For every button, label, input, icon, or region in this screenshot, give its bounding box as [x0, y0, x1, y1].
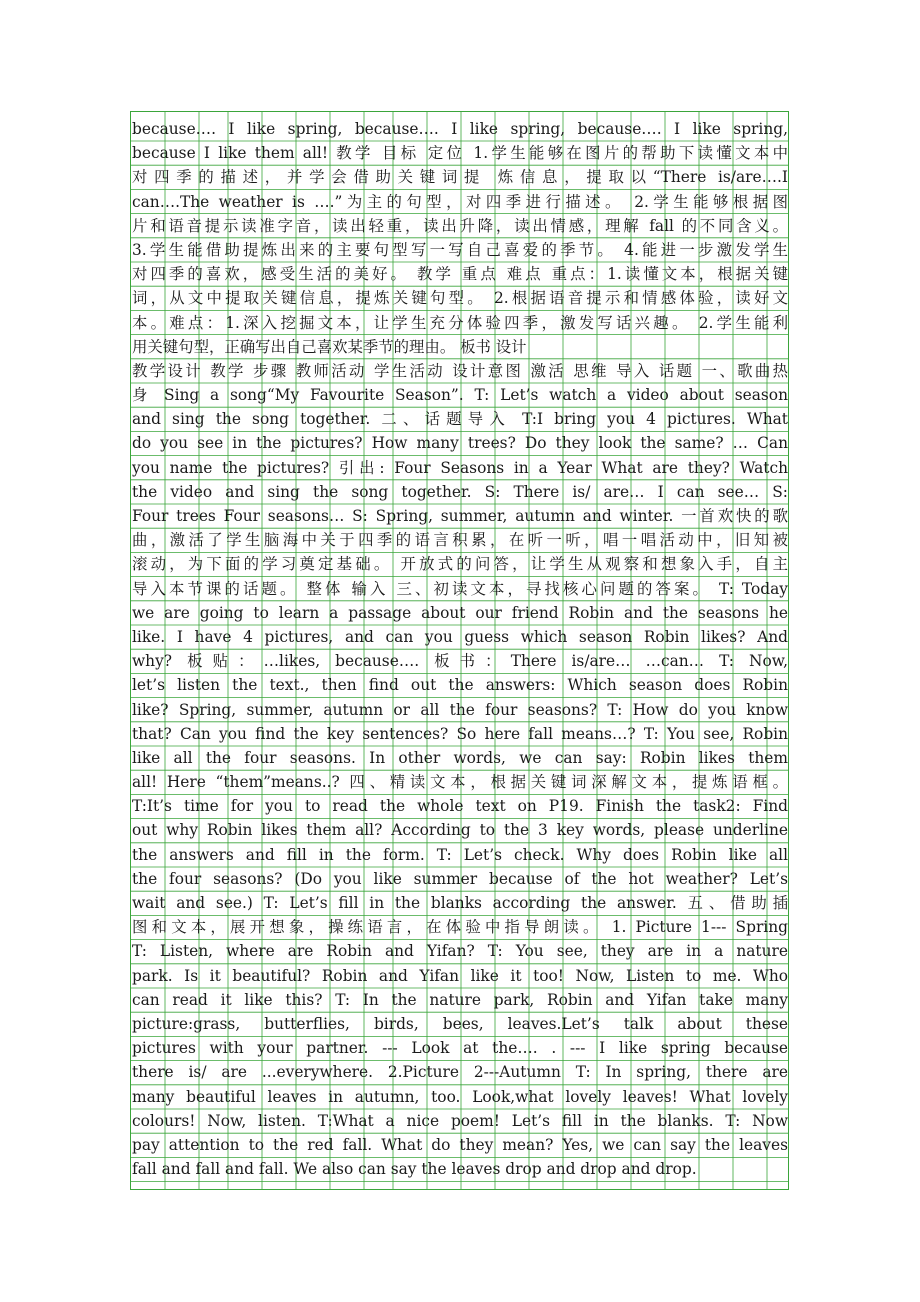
text-line: 图和文本，展开想象，操练语言，在体验中指导朗读。 1. Picture 1--- Spring — [132, 918, 788, 937]
text-line: because I like them all! 教学 目标 定位 1.学生能够在图片的帮助下读懂文本中 — [132, 144, 788, 163]
document-text — [131, 117, 788, 1181]
text-line: that? Can you find the key sentences? So here fall means…? T: You see, Robin — [132, 724, 788, 743]
text-line: like? Spring, summer, autumn or all the four seasons? T: How do you know — [132, 700, 788, 719]
text-line: can read it like this? T: In the nature park, Robin and Yifan take many — [132, 990, 788, 1009]
text-line: pictures with your partner. --- Look at the…. . --- I like spring because — [132, 1039, 788, 1058]
text-line: Four trees Four seasons… S: Spring, summer, autumn and winter. 一首欢快的歌 — [132, 507, 788, 525]
text-line: colours! Now, listen. T:What a nice poem! Let’s fill in the blanks. T: Now — [132, 1111, 788, 1130]
text-line: because…. I like spring, because…. I like spring, because…. I like spring, — [132, 120, 788, 138]
text-line: 3.学生能借助提炼出来的主要句型写一写自己喜爱的季节。 4.能进一步激发学生 — [132, 240, 788, 259]
text-line: wait and see.) T: Let’s fill in the blanks according the answer. 五、借助插 — [132, 894, 788, 912]
text-line: like all the four seasons. In other words, we can say: Robin likes them — [132, 748, 788, 767]
text-line: many beautiful leaves in autumn, too. Look,what lovely leaves! What lovely — [132, 1087, 788, 1106]
text-line: T: Listen, where are Robin and Yifan? T: You see, they are in a nature — [132, 942, 788, 961]
text-line: do you see in the pictures? How many trees? Do they look the same? … Can — [132, 434, 788, 453]
text-line: there is/ are ...everywhere. 2.Picture 2---Autumn T: In spring, there are — [132, 1063, 788, 1082]
text-line: 词，从文中提取关键信息，提炼关键句型。 2.根据语音提示和情感体验，读好文 — [132, 289, 788, 308]
text-line: pay attention to the red fall. What do they mean? Yes, we can say the leaves — [132, 1135, 788, 1154]
text-line: 用关键句型，正确写出自己喜欢某季节的理由。 板书 设计 — [132, 337, 527, 356]
text-line: 对四季的描述，并学会借助关键词提 炼信息，提取以“There is/are….I — [132, 168, 788, 187]
text-line: the answers and fill in the form. T: Let’s check. Why does Robin like all — [132, 845, 788, 864]
text-line: 本。难点：1.深入挖掘文本，让学生充分体验四季，激发写话兴趣。 2.学生能利 — [132, 313, 788, 332]
document-page — [130, 111, 789, 1190]
text-line: park. Is it beautiful? Robin and Yifan like it too! Now, Listen to me. Who — [132, 966, 788, 985]
text-line: why? 板贴：…likes, because…. 板书：There is/are… …can… T: Now, — [132, 652, 788, 671]
text-line: you name the pictures? 引出: Four Seasons in a Year What are they? Watch — [132, 458, 788, 477]
text-line: all! Here “them”means..? 四、精读文本，根据关键词深解文本，提炼语框。 — [132, 773, 788, 792]
text-line: let’s listen the text., then find out the answers: Which season does Robin — [132, 676, 788, 695]
text-line: 滚动，为下面的学习奠定基础。 开放式的问答，让学生从观察和想象入手，自主 — [132, 555, 788, 574]
text-line: like. I have 4 pictures, and can you guess which season Robin likes? And — [132, 627, 788, 646]
text-line: picture:grass, butterflies, birds, bees, leaves.Let’s talk about these — [132, 1014, 788, 1033]
text-line: the four seasons? (Do you like summer because of the hot weather? Let’s — [132, 869, 788, 888]
text-line: can….The weather is ….”为主的句型，对四季进行描述。 2.学生能够根据图 — [132, 192, 788, 211]
text-line: the video and sing the song together. S: There is/ are… I can see… S: — [132, 482, 788, 501]
text-line: fall and fall and fall. We also can say the leaves drop and drop and drop. — [132, 1160, 697, 1179]
text-line: out why Robin likes them all? According to the 3 key words, please underline — [132, 821, 788, 840]
text-line: 教学设计 教学 步骤 教师活动 学生活动 设计意图 激活 思维 导入 话题 一、歌曲热 — [132, 361, 788, 380]
text-line: and sing the song together. 二、话题导入 T:I bring you 4 pictures. What — [132, 410, 788, 429]
text-line: T:It’s time for you to read the whole text on P19. Finish the task2: Find — [132, 797, 788, 816]
text-line: 导入本节课的话题。 整体 输入 三、初读文本，寻找核心问题的答案。 T: Today — [132, 579, 788, 598]
text-line: we are going to learn a passage about our friend Robin and the seasons he — [132, 603, 788, 622]
text-line: 对四季的喜欢，感受生活的美好。 教学 重点 难点 重点：1.读懂文本，根据关键 — [132, 265, 788, 284]
text-line: 片和语音提示读准字音，读出轻重，读出升降，读出情感，理解 fall 的不同含义。 — [132, 216, 788, 235]
text-line: 身 Sing a song“My Favourite Season”. T: Let’s watch a video about season — [132, 386, 788, 405]
text-line: 曲，激活了学生脑海中关于四季的语言积累，在听一听，唱一唱活动中，旧知被 — [132, 531, 788, 550]
